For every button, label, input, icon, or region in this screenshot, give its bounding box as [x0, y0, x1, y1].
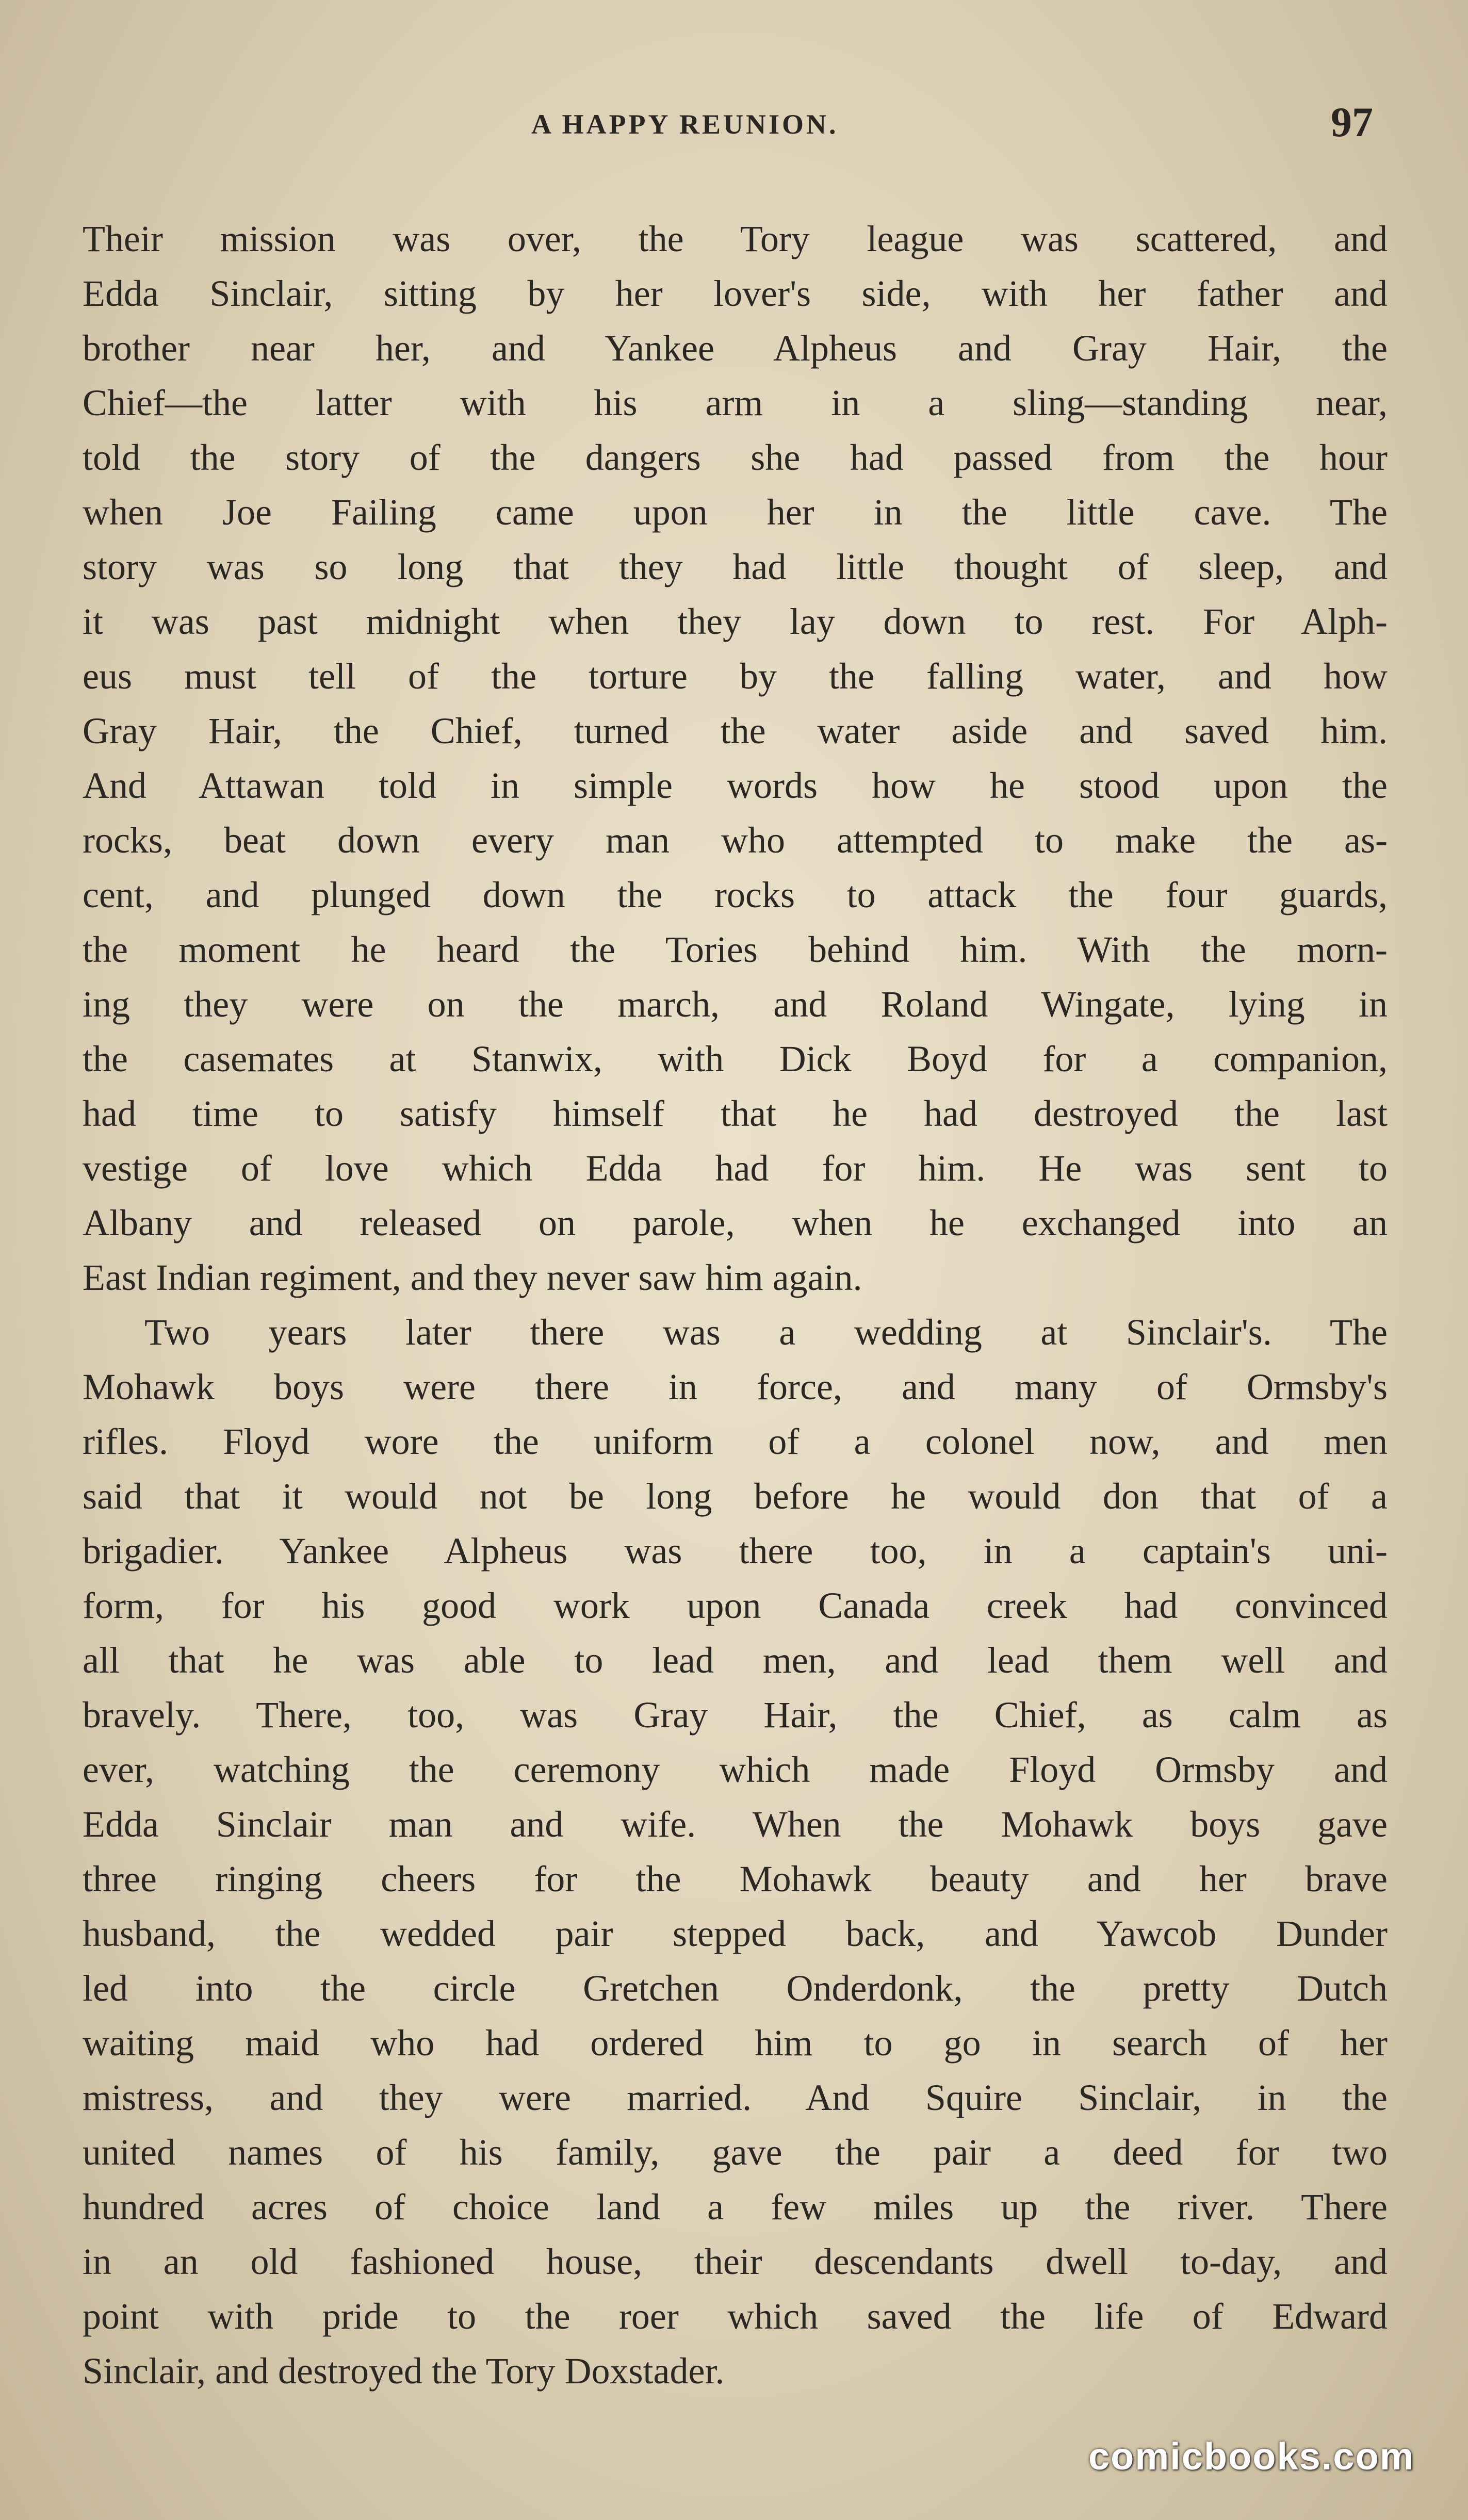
- text-line: cent, and plunged down the rocks to attack the four guards,: [83, 874, 1388, 915]
- text-line: rifles. Floyd wore the uniform of a colonel now, and men: [83, 1421, 1388, 1462]
- text-line: Gray Hair, the Chief, turned the water aside and saved him.: [83, 710, 1388, 751]
- watermark: comicbooks.com: [1088, 2435, 1415, 2478]
- paragraph-2: [83, 1305, 1388, 2398]
- text-line: husband, the wedded pair stepped back, and Yawcob Dunder: [83, 1913, 1388, 1954]
- text-line: point with pride to the roer which saved the life of Edward: [83, 2296, 1388, 2337]
- text-line: rocks, beat down every man who attempted to make the as-: [83, 820, 1388, 861]
- text-line: had time to satisfy himself that he had destroyed the last: [83, 1093, 1388, 1134]
- text-line: Sinclair, and destroyed the Tory Doxstader.: [83, 2350, 725, 2392]
- text-line: Two years later there was a wedding at Sinclair's. The: [144, 1312, 1388, 1353]
- text-line: waiting maid who had ordered him to go in search of her: [83, 2022, 1388, 2064]
- text-line: when Joe Failing came upon her in the little cave. The: [83, 492, 1388, 533]
- paragraph-1: [83, 211, 1388, 1305]
- text-line: ever, watching the ceremony which made Floyd Ormsby and: [83, 1749, 1388, 1790]
- text-line: three ringing cheers for the Mohawk beauty and her brave: [83, 1858, 1388, 1900]
- text-line: in an old fashioned house, their descendants dwell to-day, and: [83, 2241, 1388, 2282]
- text-line: told the story of the dangers she had passed from the hour: [83, 437, 1388, 478]
- text-line: story was so long that they had little thought of sleep, and: [83, 546, 1388, 587]
- text-line: And Attawan told in simple words how he stood upon the: [83, 765, 1388, 806]
- text-line: form, for his good work upon Canada creek had convinced: [83, 1585, 1388, 1626]
- page-number: 97: [1331, 99, 1373, 145]
- text-line: Albany and released on parole, when he exchanged into an: [83, 1202, 1388, 1243]
- text-line: united names of his family, gave the pair a deed for two: [83, 2132, 1388, 2173]
- text-line: vestige of love which Edda had for him. He was sent to: [83, 1148, 1388, 1189]
- text-line: bravely. There, too, was Gray Hair, the Chief, as calm as: [83, 1694, 1388, 1736]
- text-line: Mohawk boys were there in force, and many of Ormsby's: [83, 1366, 1388, 1408]
- text-line: brother near her, and Yankee Alpheus and Gray Hair, the: [83, 328, 1388, 369]
- text-line: it was past midnight when they lay down to rest. For Alph-: [83, 601, 1388, 642]
- text-line: Edda Sinclair man and wife. When the Mohawk boys gave: [83, 1804, 1388, 1845]
- text-line: ing they were on the march, and Roland Wingate, lying in: [83, 984, 1388, 1025]
- text-line: brigadier. Yankee Alpheus was there too, in a captain's uni-: [83, 1530, 1388, 1572]
- text-line: the moment he heard the Tories behind him. With the morn-: [83, 929, 1388, 970]
- text-line: the casemates at Stanwix, with Dick Boyd for a companion,: [83, 1038, 1388, 1079]
- text-line: all that he was able to lead men, and lead them well and: [83, 1640, 1388, 1681]
- text-line: hundred acres of choice land a few miles up the river. There: [83, 2186, 1388, 2228]
- text-line: led into the circle Gretchen Onderdonk, the pretty Dutch: [83, 1968, 1388, 2009]
- text-line: mistress, and they were married. And Squire Sinclair, in the: [83, 2077, 1388, 2118]
- text-line: said that it would not be long before he would don that of a: [83, 1476, 1388, 1517]
- text-line: East Indian regiment, and they never saw him again.: [83, 1257, 862, 1298]
- text-line: Edda Sinclair, sitting by her lover's side, with her father and: [83, 273, 1388, 314]
- text-line: Their mission was over, the Tory league was scattered, and: [83, 218, 1388, 259]
- body-text: [83, 211, 1388, 2398]
- text-line: eus must tell of the torture by the falling water, and how: [83, 656, 1388, 697]
- running-title: A HAPPY REUNION.: [531, 109, 839, 140]
- text-line: Chief—the latter with his arm in a sling—standing near,: [83, 382, 1388, 423]
